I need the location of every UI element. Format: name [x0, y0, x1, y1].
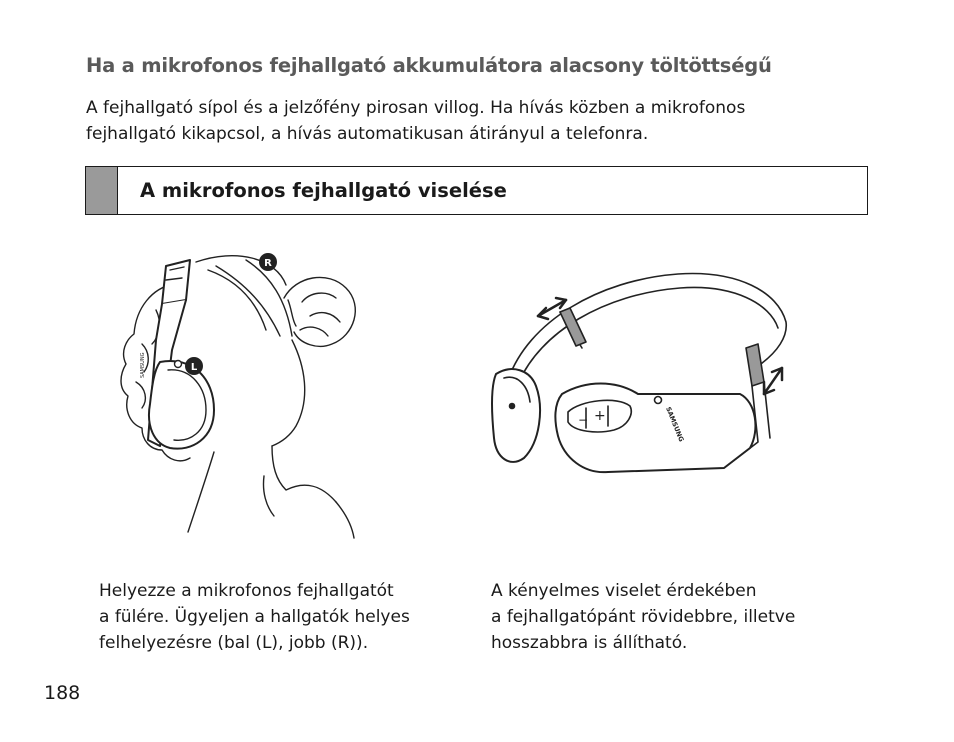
label-r: R — [264, 258, 272, 269]
sub-heading: Ha a mikrofonos fejhallgató akkumulátora alacsony töltöttségű — [86, 54, 772, 77]
adjustment-illustration — [488, 262, 818, 502]
figure-headband-adjustment — [488, 262, 818, 502]
caption-left-line-1: Helyezze a mikrofonos fejhallgatót — [99, 581, 394, 601]
label-l-badge — [185, 357, 203, 375]
intro-line-1: A fejhallgató sípol és a jelzőfény pirosan villog. Ha hívás közben a mikrofonos — [86, 98, 746, 118]
section-tab-marker — [86, 167, 118, 214]
caption-right-line-1: A kényelmes viselet érdekében — [491, 581, 757, 601]
caption-right-line-3: hosszabbra is állítható. — [491, 633, 688, 653]
intro-paragraph — [86, 95, 846, 147]
minus-button-label: − — [578, 413, 589, 427]
section-title: A mikrofonos fejhallgató viselése — [140, 179, 507, 202]
brand-right: SAMSUNG — [664, 405, 686, 443]
plus-button-label: + — [594, 408, 606, 424]
label-r-badge — [259, 253, 277, 271]
intro-line-2: fejhallgató kikapcsol, a hívás automatikusan átirányul a telefonra. — [86, 124, 649, 144]
figure-wearing-headphones — [96, 240, 396, 540]
caption-left-line-2: a fülére. Ügyeljen a hallgatók helyes — [99, 607, 410, 627]
caption-adjustment — [491, 578, 851, 656]
caption-wearing — [99, 578, 459, 656]
section-header — [85, 166, 868, 215]
page-number: 188 — [44, 682, 81, 704]
label-l: L — [190, 362, 198, 373]
caption-right-line-2: a fejhallgatópánt rövidebbre, illetve — [491, 607, 796, 627]
brand-left: SAMSUNG — [140, 352, 146, 378]
caption-left-line-3: felhelyezésre (bal (L), jobb (R)). — [99, 633, 369, 653]
wearing-illustration — [96, 240, 396, 540]
